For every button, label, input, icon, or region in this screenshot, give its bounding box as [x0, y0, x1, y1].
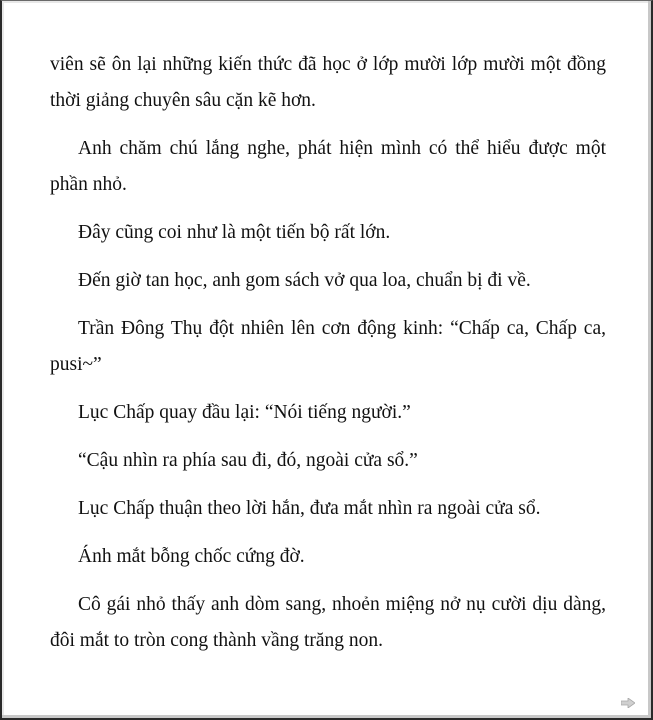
- paragraph: Ánh mắt bỗng chốc cứng đờ.: [78, 546, 305, 567]
- paragraph: Lục Chấp quay đầu lại: “Nói tiếng người.”: [78, 402, 411, 423]
- paragraph: Đến giờ tan học, anh gom sách vở qua loa, chuẩn bị đi về.: [78, 270, 531, 291]
- arrow-right-icon[interactable]: [621, 698, 635, 708]
- paragraph: Lục Chấp thuận theo lời hắn, đưa mắt nhìn ra ngoài cửa sổ.: [78, 498, 541, 519]
- paragraph: viên sẽ ôn lại những kiến thức đã học ở lớp mười lớp mười một đồng thời giảng chuyên sâu cặn kẽ hơn.: [50, 54, 606, 111]
- paragraph: Trần Đông Thụ đột nhiên lên cơn động kinh: “Chấp ca, Chấp ca, pusi~”: [50, 318, 606, 375]
- paragraph: Đây cũng coi như là một tiến bộ rất lớn.: [78, 222, 391, 243]
- page-content: [50, 47, 606, 671]
- paragraph: “Cậu nhìn ra phía sau đi, đó, ngoài cửa sổ.”: [78, 450, 418, 471]
- paragraph: Cô gái nhỏ thấy anh dòm sang, nhoẻn miệng nở nụ cười dịu dàng, đôi mắt to tròn cong thành vầng trăng non.: [50, 594, 606, 651]
- paragraph: Anh chăm chú lắng nghe, phát hiện mình có thể hiểu được một phần nhỏ.: [50, 138, 606, 195]
